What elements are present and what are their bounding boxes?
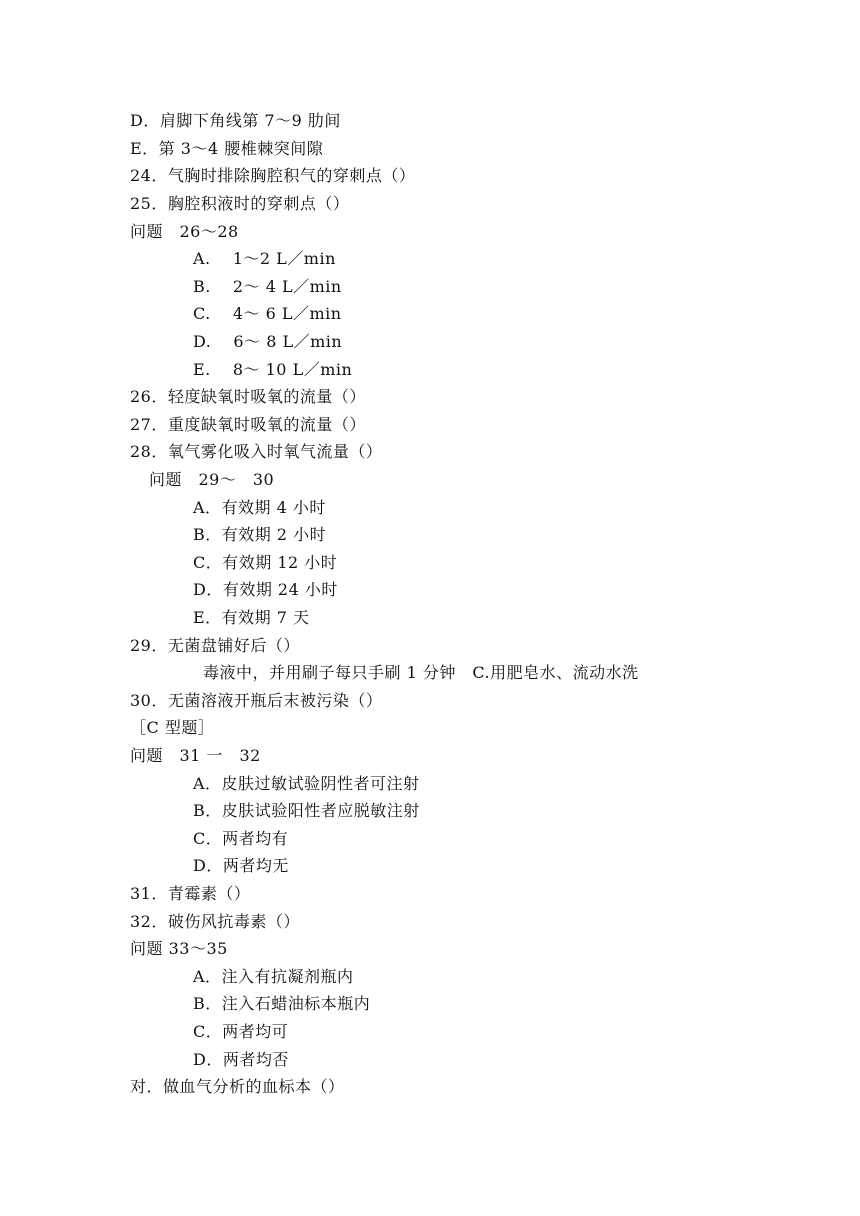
section-heading: 问题 26～28 (130, 222, 239, 241)
option-b: B．有效期 2 小时 (193, 525, 327, 544)
question-30: 30．无菌溶液开瓶后末被污染（） (130, 691, 383, 710)
text-line: 毒液中，并用刷子每只手刷 1 分钟 C.用肥皂水、流动水洗 (203, 663, 639, 682)
option-d: D．两者均否 (193, 1050, 289, 1069)
option-d: D．两者均无 (193, 856, 289, 875)
question-24: 24．气胸时排除胸腔积气的穿刺点（） (130, 166, 416, 185)
option-d: D．有效期 24 小时 (193, 580, 338, 599)
question-27: 27．重度缺氧时吸氧的流量（） (130, 415, 366, 434)
section-heading: 问题 33～35 (130, 939, 228, 958)
question-25: 25．胸腔积液时的穿刺点（） (130, 194, 350, 213)
option-a: A．注入有抗凝剂瓶内 (193, 967, 354, 986)
option-a: A. 1～2 L／min (193, 249, 336, 268)
option-a: A．皮肤过敏试验阴性者可注射 (193, 774, 420, 793)
section-heading: 问题 31 一 32 (130, 746, 261, 765)
section-heading: 问题 29～ 30 (149, 470, 275, 489)
option-b: B. 2～ 4 L／min (193, 277, 342, 296)
question-28: 28．氧气雾化吸入时氧气流量（） (130, 442, 383, 461)
question-33: 对．做血气分析的血标本（） (130, 1077, 345, 1096)
option-b: B．注入石蜡油标本瓶内 (193, 994, 371, 1013)
option-e: E. 8～ 10 L／min (193, 360, 353, 379)
section-type-heading: ［C 型题］ (130, 718, 215, 737)
question-31: 31．青霉素（） (130, 884, 251, 903)
text-line: D．肩脚下角线第 7～9 肋间 (130, 111, 341, 130)
option-e: E．有效期 7 天 (193, 608, 310, 627)
option-d: D. 6～ 8 L／min (193, 332, 343, 351)
option-c: C．两者均可 (193, 1022, 289, 1041)
question-32: 32．破伤风抗毒素（） (130, 912, 300, 931)
option-c: C．有效期 12 小时 (193, 553, 338, 572)
option-c: C. 4～ 6 L／min (193, 304, 342, 323)
text-line: E．第 3～4 腰椎棘突间隙 (130, 139, 324, 158)
question-26: 26．轻度缺氧时吸氧的流量（） (130, 387, 366, 406)
option-a: A．有效期 4 小时 (193, 498, 326, 517)
option-b: B．皮肤试验阳性者应脱敏注射 (193, 801, 420, 820)
question-29: 29．无菌盘铺好后（） (130, 636, 300, 655)
option-c: C．两者均有 (193, 829, 289, 848)
